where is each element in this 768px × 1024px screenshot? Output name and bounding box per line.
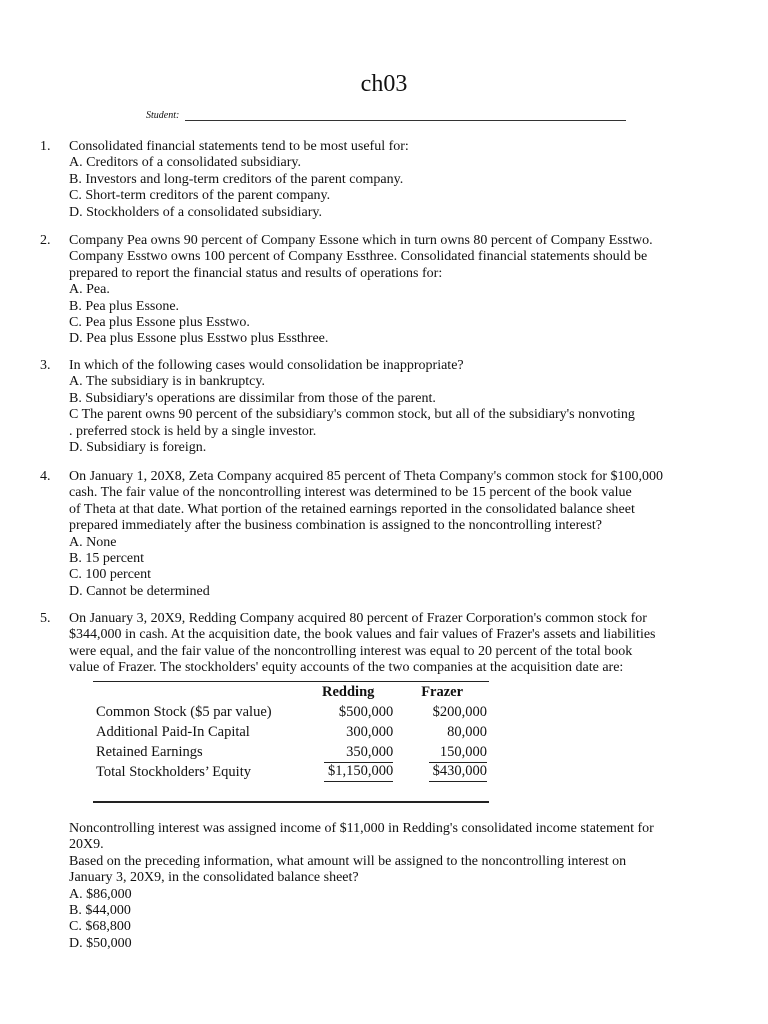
answer-option-a: A. Pea. xyxy=(69,282,110,298)
question-4 xyxy=(40,469,740,600)
question-stem: cash. The fair value of the noncontrolling interest was determined to be 15 percent of the book value xyxy=(69,485,632,501)
table-row xyxy=(93,742,489,762)
redding-value: $500,000 xyxy=(338,703,394,720)
question-number: 5. xyxy=(40,611,51,626)
question-number: 2. xyxy=(40,233,51,248)
table-top-rule xyxy=(93,681,489,682)
question-stem: $344,000 in cash. At the acquisition date, the book values and fair values of Frazer's assets and liabilities xyxy=(69,627,656,643)
answer-option-b: B. $44,000 xyxy=(69,903,131,919)
question-stem: 20X9. xyxy=(69,837,104,853)
answer-option-a: A. Creditors of a consolidated subsidiary. xyxy=(69,155,301,171)
question-number: 1. xyxy=(40,139,51,154)
question-stem: Consolidated financial statements tend to be most useful for: xyxy=(69,139,409,154)
question-stem: prepared immediately after the business combination is assigned to the noncontrolling interest? xyxy=(69,518,603,534)
redding-total xyxy=(301,762,395,782)
question-stem: Company Esstwo owns 100 percent of Company Essthree. Consolidated financial statements should be xyxy=(69,249,648,265)
answer-option-c: C. 100 percent xyxy=(69,567,152,583)
table-total-row xyxy=(93,762,489,782)
equity-table xyxy=(93,681,489,803)
question-stem: of Theta at that date. What portion of the retained earnings reported in the consolidated balance sheet xyxy=(69,501,635,517)
header-redding: Redding xyxy=(322,684,375,700)
page-title: ch03 xyxy=(360,71,408,97)
question-5 xyxy=(40,611,740,677)
student-name-line xyxy=(146,110,626,121)
answer-option-c-continued: . preferred stock is held by a single investor. xyxy=(69,423,317,439)
redding-value: 300,000 xyxy=(346,723,394,740)
row-label: Additional Paid-In Capital xyxy=(96,723,250,740)
answer-option-c: C The parent owns 90 percent of the subsidiary's common stock, but all of the subsidiary's nonvoting xyxy=(69,407,635,423)
answer-option-b: B. Subsidiary's operations are dissimilar from those of the parent. xyxy=(69,390,436,406)
answer-option-b: B. Investors and long-term creditors of the parent company. xyxy=(69,171,404,187)
answer-option-d: D. Stockholders of a consolidated subsidiary. xyxy=(69,204,322,220)
row-label: Total Stockholders’ Equity xyxy=(96,763,251,780)
redding-value: 350,000 xyxy=(346,743,394,760)
redding-total-value: $1,150,000 xyxy=(324,762,393,782)
row-label: Retained Earnings xyxy=(96,743,203,760)
frazer-value: 150,000 xyxy=(439,743,487,760)
frazer-total xyxy=(395,762,489,782)
student-name-blank xyxy=(185,111,626,121)
answer-option-b: B. 15 percent xyxy=(69,551,145,567)
equity-table-grid xyxy=(93,683,489,782)
question-stem: value of Frazer. The stockholders' equity accounts of the two companies at the acquisition date are: xyxy=(69,660,624,676)
header-frazer: Frazer xyxy=(421,684,464,700)
question-stem: January 3, 20X9, in the consolidated balance sheet? xyxy=(69,870,359,886)
question-stem: In which of the following cases would consolidation be inappropriate? xyxy=(69,358,464,373)
table-header-row xyxy=(93,683,489,702)
answer-option-c: C. $68,800 xyxy=(69,919,131,935)
answer-option-a: A. The subsidiary is in bankruptcy. xyxy=(69,374,265,390)
question-3 xyxy=(40,358,740,456)
answer-option-c: C. Short-term creditors of the parent company. xyxy=(69,188,331,204)
question-body xyxy=(69,611,740,677)
question-stem: On January 1, 20X8, Zeta Company acquired 85 percent of Theta Company's common stock for $100,000 xyxy=(69,469,664,484)
answer-option-d: D. Subsidiary is foreign. xyxy=(69,440,207,456)
frazer-value: 80,000 xyxy=(447,723,487,740)
question-body xyxy=(69,139,740,221)
row-label: Common Stock ($5 par value) xyxy=(96,703,272,720)
question-stem: Based on the preceding information, what amount will be assigned to the noncontrolling interest on xyxy=(69,853,627,869)
question-body xyxy=(69,233,740,348)
header-blank xyxy=(93,683,301,702)
question-2 xyxy=(40,233,740,348)
question-body xyxy=(69,821,740,952)
question-stem: Noncontrolling interest was assigned income of $11,000 in Redding's consolidated income statement for xyxy=(69,821,654,836)
question-stem: Company Pea owns 90 percent of Company Essone which in turn owns 80 percent of Company Esstwo. xyxy=(69,233,653,248)
question-body xyxy=(69,358,740,456)
question-stem: were equal, and the fair value of the noncontrolling interest was equal to 20 percent of the total book xyxy=(69,643,633,659)
answer-option-c: C. Pea plus Essone plus Esstwo. xyxy=(69,315,250,331)
question-stem: On January 3, 20X9, Redding Company acquired 80 percent of Frazer Corporation's common stock for xyxy=(69,611,647,626)
answer-option-d: D. $50,000 xyxy=(69,935,132,951)
answer-option-a: A. None xyxy=(69,534,117,550)
question-5-continuation xyxy=(40,821,740,952)
answer-option-d: D. Pea plus Essone plus Esstwo plus Essthree. xyxy=(69,331,329,347)
answer-option-b: B. Pea plus Essone. xyxy=(69,298,180,314)
answer-option-d: D. Cannot be determined xyxy=(69,583,210,599)
table-row xyxy=(93,702,489,722)
frazer-total-value: $430,000 xyxy=(429,762,487,782)
answer-option-a: A. $86,000 xyxy=(69,886,132,902)
table-bottom-rule xyxy=(93,801,489,803)
question-1 xyxy=(40,139,740,221)
question-stem: prepared to report the financial status and results of operations for: xyxy=(69,265,443,281)
question-body xyxy=(69,469,740,600)
frazer-value: $200,000 xyxy=(432,703,487,720)
question-number: 4. xyxy=(40,469,51,484)
table-row xyxy=(93,722,489,742)
student-label: Student: xyxy=(146,110,180,121)
question-number: 3. xyxy=(40,358,51,373)
